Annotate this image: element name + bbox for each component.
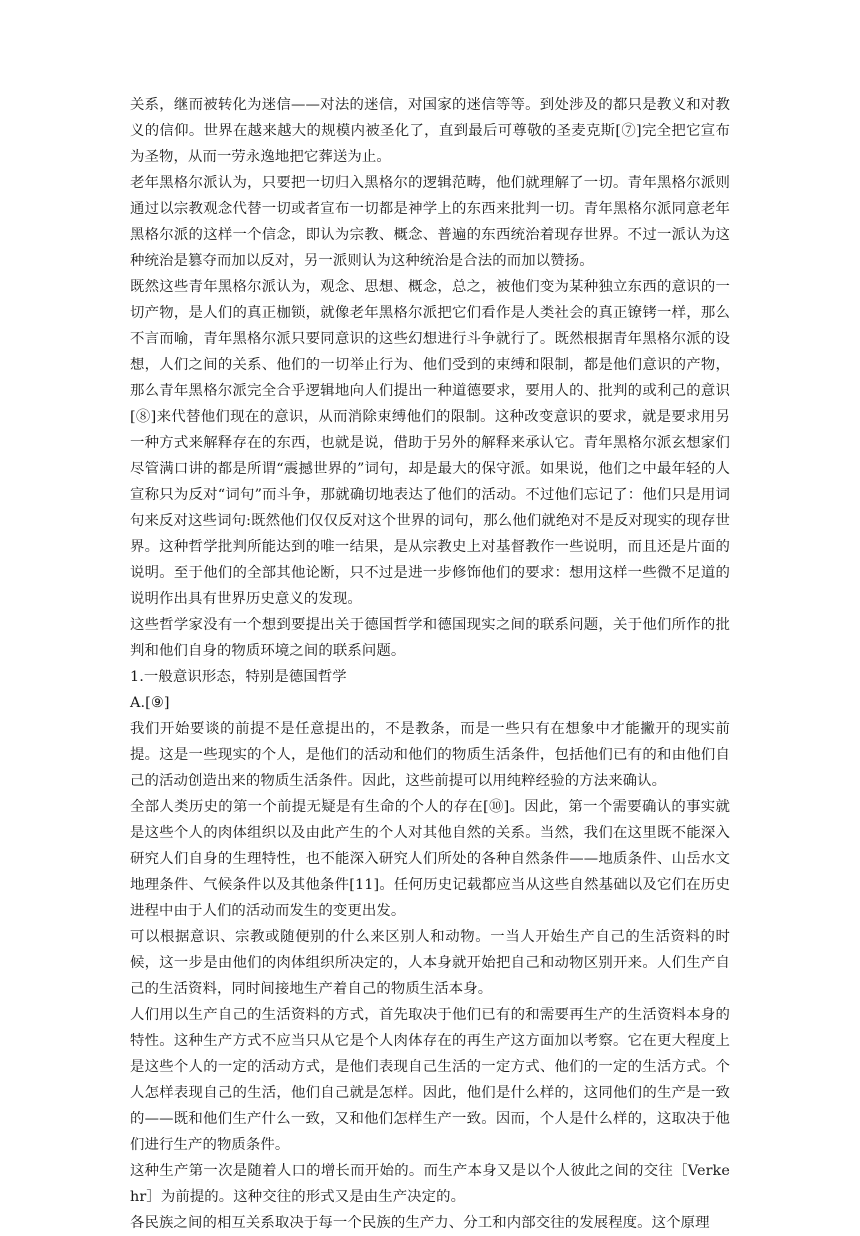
paragraph-1: 关系，继而被转化为迷信——对法的迷信，对国家的迷信等等。到处涉及的都只是教义和对教义的信仰。世界在越来越大的规模内被圣化了，直到最后可尊敬的圣麦克斯[⑦]完全把它宣布为圣物，从而一劳永逸地把它葬送为止。 (130, 97, 730, 165)
section-heading: 1.一般意识形态，特别是德国哲学 (130, 669, 347, 685)
paragraph-4: 这些哲学家没有一个想到要提出关于德国哲学和德国现实之间的联系问题，关于他们所作的批判和他们自身的物质环境之间的联系问题。 (130, 617, 730, 659)
paragraph-3: 既然这些青年黑格尔派认为，观念、思想、概念，总之，被他们变为某种独立东西的意识的一切产物，是人们的真正枷锁，就像老年黑格尔派把它们看作是人类社会的真正镣铐一样，那么不言而喻，青年黑格尔派只要同意识的这些幻想进行斗争就行了。既然根据青年黑格尔派的设想，人们之间的关系、他们的一切举止行为、他们受到的束缚和限制，都是他们意识的产物，那么青年黑格尔派完全合乎逻辑地向人们提出一种道德要求，要用人的、批判的或利己的意识[⑧]来代替他们现在的意识，从而消除束缚他们的限制。这种改变意识的要求，就是要求用另一种方式来解释存在的东西，也就是说，借助于另外的解释来承认它。青年黑格尔派玄想家们尽管满口讲的都是所谓“震撼世界的”词句，却是最大的保守派。如果说，他们之中最年轻的人宣称只为反对“词句”而斗争，那就确切地表达了他们的活动。不过他们忘记了：他们只是用词句来反对这些词句:既然他们仅仅反对这个世界的词句，那么他们就绝对不是反对现实的现存世界。这种哲学批判所能达到的唯一结果，是从宗教史上对基督教作一些说明，而且还是片面的说明。至于他们的全部其他论断，只不过是进一步修饰他们的要求：想用这样一些微不足道的说明作出具有世界历史意义的发现。 (130, 279, 730, 607)
document-page (130, 92, 730, 1236)
subsection-heading: A.[⑨] (130, 695, 170, 711)
paragraph-10: 各民族之间的相互关系取决于每一个民族的生产力、分工和内部交往的发展程度。这个原理 (130, 1215, 710, 1231)
paragraph-7: 可以根据意识、宗教或随便别的什么来区别人和动物。一当人开始生产自己的生活资料的时候，这一步是由他们的肉体组织所决定的，人本身就开始把自己和动物区别开来。人们生产自己的生活资料，同时间接地生产着自己的物质生活本身。 (130, 929, 730, 997)
paragraph-9: 这种生产第一次是随着人口的增长而开始的。而生产本身又是以个人彼此之间的交往［Verkehr］为前提的。这种交往的形式又是由生产决定的。 (130, 1163, 730, 1205)
paragraph-5: 我们开始要谈的前提不是任意提出的，不是教条，而是一些只有在想象中才能撇开的现实前提。这是一些现实的个人，是他们的活动和他们的物质生活条件，包括他们已有的和由他们自己的活动创造出来的物质生活条件。因此，这些前提可以用纯粹经验的方法来确认。 (130, 721, 730, 789)
paragraph-8: 人们用以生产自己的生活资料的方式，首先取决于他们已有的和需要再生产的生活资料本身的特性。这种生产方式不应当只从它是个人肉体存在的再生产这方面加以考察。它在更大程度上是这些个人的一定的活动方式，是他们表现自己生活的一定方式、他们的一定的生活方式。个人怎样表现自己的生活，他们自己就是怎样。因此，他们是什么样的，这同他们的生产是一致的——既和他们生产什么一致，又和他们怎样生产一致。因而，个人是什么样的，这取决于他们进行生产的物质条件。 (130, 1007, 730, 1153)
paragraph-6: 全部人类历史的第一个前提无疑是有生命的个人的存在[⑩]。因此，第一个需要确认的事实就是这些个人的肉体组织以及由此产生的个人对其他自然的关系。当然，我们在这里既不能深入研究人们自身的生理特性，也不能深入研究人们所处的各种自然条件——地质条件、山岳水文地理条件、气候条件以及其他条件[11]。任何历史记载都应当从这些自然基础以及它们在历史进程中由于人们的活动而发生的变更出发。 (130, 799, 730, 919)
paragraph-2: 老年黑格尔派认为，只要把一切归入黑格尔的逻辑范畴，他们就理解了一切。青年黑格尔派则通过以宗教观念代替一切或者宣布一切都是神学上的东西来批判一切。青年黑格尔派同意老年黑格尔派的这样一个信念，即认为宗教、概念、普遍的东西统治着现存世界。不过一派认为这种统治是篡夺而加以反对，另一派则认为这种统治是合法的而加以赞扬。 (130, 175, 730, 269)
